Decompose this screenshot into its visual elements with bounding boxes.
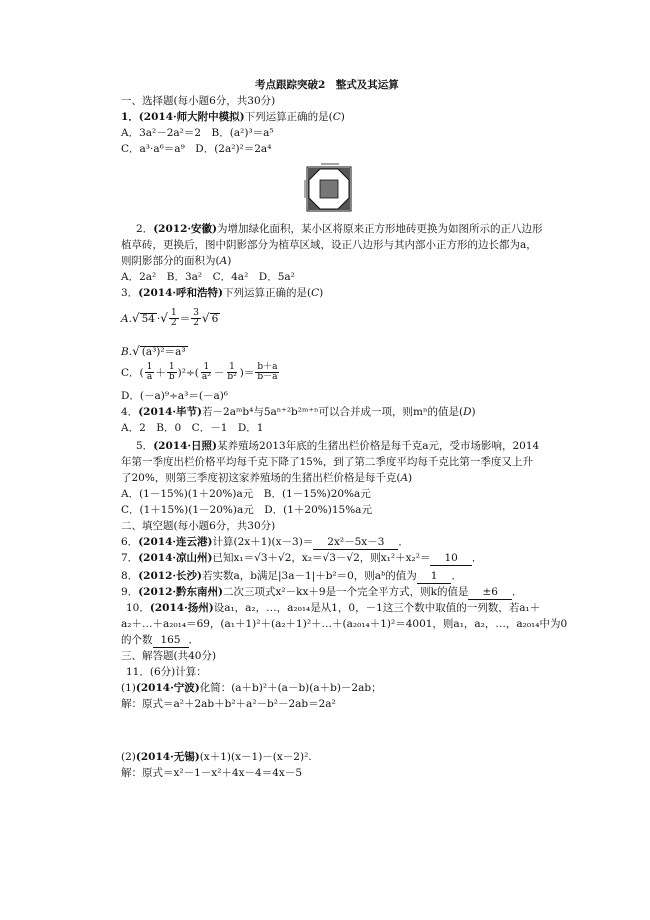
option-a-equals: ＝ <box>179 312 191 325</box>
fraction-denominator: b－a <box>257 372 278 383</box>
option-b-label: B. <box>121 346 133 358</box>
fraction-denominator: b² <box>227 372 237 383</box>
sqrt-icon: √ <box>160 310 168 325</box>
question-3-source: (2014·呼和浩特) <box>138 287 224 299</box>
question-5-line-2: 年第一季度出栏价格平均每千克下降了15%，到了第二季度平均每千克比第一季度又上升 <box>121 456 533 468</box>
question-5-close: ) <box>408 472 413 484</box>
option-c-frac-5 <box>255 363 279 383</box>
question-8 <box>121 571 462 584</box>
question-7-end: ． <box>471 552 483 564</box>
question-10-answer-blank: 165 <box>153 635 189 648</box>
option-b-expression: (a³)²＝a³ <box>141 346 186 358</box>
question-3-stem <box>121 288 323 299</box>
question-5-options-cd: C．(1＋15%)(1－20%)a元 D．(1＋20%)15%a元 <box>121 504 372 516</box>
fraction-denominator: 2 <box>193 318 199 329</box>
question-11-part-1 <box>121 683 382 694</box>
question-11-stem: 11．(6分)计算： <box>126 666 207 678</box>
question-4-close: ) <box>471 406 476 418</box>
question-10-text-3: 的个数 <box>121 634 153 646</box>
question-4-source: (2014·毕节) <box>138 406 203 418</box>
question-4-stem <box>121 407 476 418</box>
question-8-text: 若实数a，b满足|3a－1|＋b²＝0，则aᵇ的值为 <box>202 570 417 582</box>
fraction-numerator: 1 <box>229 362 235 372</box>
fraction-numerator: 3 <box>193 308 199 318</box>
question-9-answer-blank: ±6 <box>468 587 511 600</box>
question-4-number: 4． <box>121 406 139 418</box>
question-4-options: A．2 B．0 C．－1 D．1 <box>121 422 264 434</box>
question-2-answer: A <box>219 255 228 267</box>
question-6-answer-blank: 2x²－5x－3 <box>313 537 398 550</box>
question-5-number: 5． <box>136 440 154 452</box>
fraction-denominator: a <box>146 372 153 383</box>
question-1-answer: C <box>332 111 341 123</box>
question-5-line-3 <box>121 473 412 484</box>
question-11-part-2-solution: 解：原式＝x²－1－x²＋4x－4＝4x－5 <box>121 767 303 779</box>
question-2-text-1: 为增加绿化面积，某小区将原来正方形地砖更换为如图所示的正八边形 <box>217 223 543 235</box>
question-2-line-3 <box>121 256 231 267</box>
question-1-stem <box>121 112 345 123</box>
option-c-frac-4 <box>225 363 238 383</box>
option-c-frac-3 <box>200 363 213 383</box>
question-3-text: 下列运算正确的是( <box>223 287 312 299</box>
question-5-text-3: 了20%，则第三季度初这家养殖场的生猪出栏价格是每千克( <box>121 472 401 484</box>
page-title: 考点跟踪突破2 整式及其运算 <box>255 79 399 91</box>
question-2-close: ) <box>227 255 232 267</box>
option-a-label: A. <box>121 312 132 325</box>
part-1-number: (1) <box>121 682 136 694</box>
question-3-number: 3． <box>121 287 139 299</box>
question-5-line-1 <box>136 441 539 452</box>
question-2-text-3: 则阴影部分的面积为( <box>121 255 220 267</box>
fraction-denominator: b <box>168 372 175 383</box>
figure-inner-square <box>320 180 338 198</box>
question-8-source: (2012·长沙) <box>138 570 203 582</box>
option-a-fraction <box>169 309 179 329</box>
question-8-end: ． <box>451 570 462 582</box>
question-10-source: (2014·扬州) <box>149 602 214 614</box>
question-1-options-cd: C．a³·a⁶＝a⁹ D．(2a²)²＝2a⁴ <box>121 143 272 155</box>
question-4-text: 若－2aᵐb⁴与5aⁿ⁺²b²ᵐ⁺ⁿ可以合并成一项，则mⁿ的值是( <box>202 406 464 418</box>
question-5-options-ab: A．(1－15%)(1＋20%)a元 B．(1－15%)20%a元 <box>121 488 371 500</box>
question-3-option-a <box>121 309 220 329</box>
question-10-line-1 <box>126 603 540 614</box>
question-9-text: 二次三项式x²－kx＋9是一个完全平方式，则k的值是 <box>223 586 469 598</box>
question-6-number: 6． <box>121 536 139 548</box>
question-5-source: (2014·日照) <box>153 440 218 452</box>
section-heading-fill: 二、填空题(每小题6分，共30分) <box>121 520 276 532</box>
question-8-answer-blank: 1 <box>417 571 452 584</box>
question-5-text-1: 某养殖场2013年底的生猪出栏价格是每千克a元，受市场影响，2014 <box>217 440 540 452</box>
question-3-option-b <box>121 345 188 359</box>
question-7-answer-blank: 10 <box>430 553 471 566</box>
question-2-line-2: 植草砖，更换后，图中阴影部分为植草区域，设正八边形与其内部小正方形的边长都为a， <box>121 239 537 251</box>
question-10-number: 10． <box>126 602 150 614</box>
question-6-end: ． <box>398 536 409 548</box>
question-1-source: 1．(2014·师大附中模拟) <box>121 111 245 123</box>
question-11-part-2 <box>121 752 312 763</box>
option-c-frac-2 <box>167 363 177 383</box>
question-7-text: 已知x₁＝√3＋√2，x₂＝√3－√2，则x₁²＋x₂²＝ <box>212 552 431 564</box>
question-2-options: A．2a² B．3a² C．4a² D．5a² <box>121 271 295 283</box>
question-9-end: ． <box>511 586 523 598</box>
option-a-radicand-2: 6 <box>211 312 219 325</box>
part-2-text: (x＋1)(x－1)－(x－2)². <box>199 751 312 763</box>
equals-sign: )＝ <box>239 366 255 379</box>
section-heading-solve: 三、解答题(共40分) <box>121 650 217 662</box>
question-9-source: (2012·黔东南州) <box>138 586 224 598</box>
question-8-number: 8． <box>121 570 139 582</box>
question-10-line-3 <box>121 635 199 648</box>
sqrt-icon: √ <box>131 310 140 325</box>
question-7-number: 7． <box>121 552 139 564</box>
question-3-option-c: C．( $\frac{1}{a}$ ＋ $\frac{1}{b}$ )²÷( $\frac{1}{\text{a²}}$ － $\frac{1}{\text{b²}}$ )＝ $\frac{b+a}{b-a}$ <box>121 362 278 383</box>
question-7-source: (2014·凉山州) <box>138 552 213 564</box>
question-1-close: ) <box>340 111 345 123</box>
plus-sign: ＋ <box>155 366 166 379</box>
question-2-number: 2． <box>136 223 154 235</box>
question-3-close: ) <box>319 287 324 299</box>
divide-sign: )²÷( <box>177 366 199 379</box>
fraction-denominator: 2 <box>170 318 177 329</box>
question-10-end: ． <box>188 634 200 646</box>
fraction-numerator: 1 <box>168 362 175 372</box>
fraction-numerator: 1 <box>146 362 153 372</box>
question-10-line-2: a₂＋…＋a₂₀₁₄＝69，(a₁＋1)²＋(a₂＋1)²＋…＋(a₂₀₁₄＋1)²＝4001，则a₁，a₂，…，a₂₀₁₄中为0 <box>121 618 568 630</box>
option-a-fraction-2 <box>191 309 201 329</box>
question-3-option-d: D．(－a)⁹÷a³＝(－a)⁶ <box>121 390 229 402</box>
octagon-tile-figure <box>303 160 355 214</box>
part-1-text: 化简：(a＋b)²＋(a－b)(a＋b)－2ab； <box>199 682 382 694</box>
question-9-number: 9． <box>121 586 139 598</box>
question-6-text: 计算(2x＋1)(x－3)＝ <box>212 536 314 548</box>
sqrt-icon: √ <box>201 310 210 325</box>
option-c-label: C． <box>121 366 140 379</box>
option-a-radicand: 54 <box>141 312 155 325</box>
part-2-number: (2) <box>121 751 136 763</box>
option-a-dot: · <box>156 312 161 325</box>
part-1-source: (2014·宁波) <box>135 682 200 694</box>
question-6 <box>121 537 409 550</box>
sqrt-icon: √ <box>132 344 140 358</box>
question-2-source: (2012·安徽) <box>153 223 218 235</box>
question-11-part-1-solution: 解：原式＝a²＋2ab＋b²＋a²－b²－2ab＝2a² <box>121 698 336 710</box>
question-7 <box>121 553 482 566</box>
question-4-answer: D <box>463 406 472 418</box>
question-9 <box>121 587 522 600</box>
question-2-line-1 <box>136 224 543 235</box>
question-10-text-1: 设a₁，a₂，…，a₂₀₁₄是从1，0，－1这三个数中取值的一列数，若a₁＋ <box>213 602 541 614</box>
fraction-numerator: b＋a <box>257 362 278 372</box>
question-1-text: 下列运算正确的是( <box>244 111 333 123</box>
part-2-source: (2014·无锡) <box>135 751 200 763</box>
question-6-source: (2014·连云港) <box>138 536 213 548</box>
question-5-answer: A <box>400 472 409 484</box>
question-3-answer: C <box>311 287 320 299</box>
fraction-denominator: a² <box>201 372 211 383</box>
minus-sign: － <box>213 366 225 379</box>
option-c-frac-1 <box>145 363 155 383</box>
fraction-numerator: 1 <box>170 308 177 318</box>
section-heading-choice: 一、选择题(每小题6分，共30分) <box>121 95 276 107</box>
fraction-numerator: 1 <box>203 362 210 372</box>
question-1-options-ab: A．3a²－2a²＝2 B．(a²)³＝a⁵ <box>121 127 274 139</box>
